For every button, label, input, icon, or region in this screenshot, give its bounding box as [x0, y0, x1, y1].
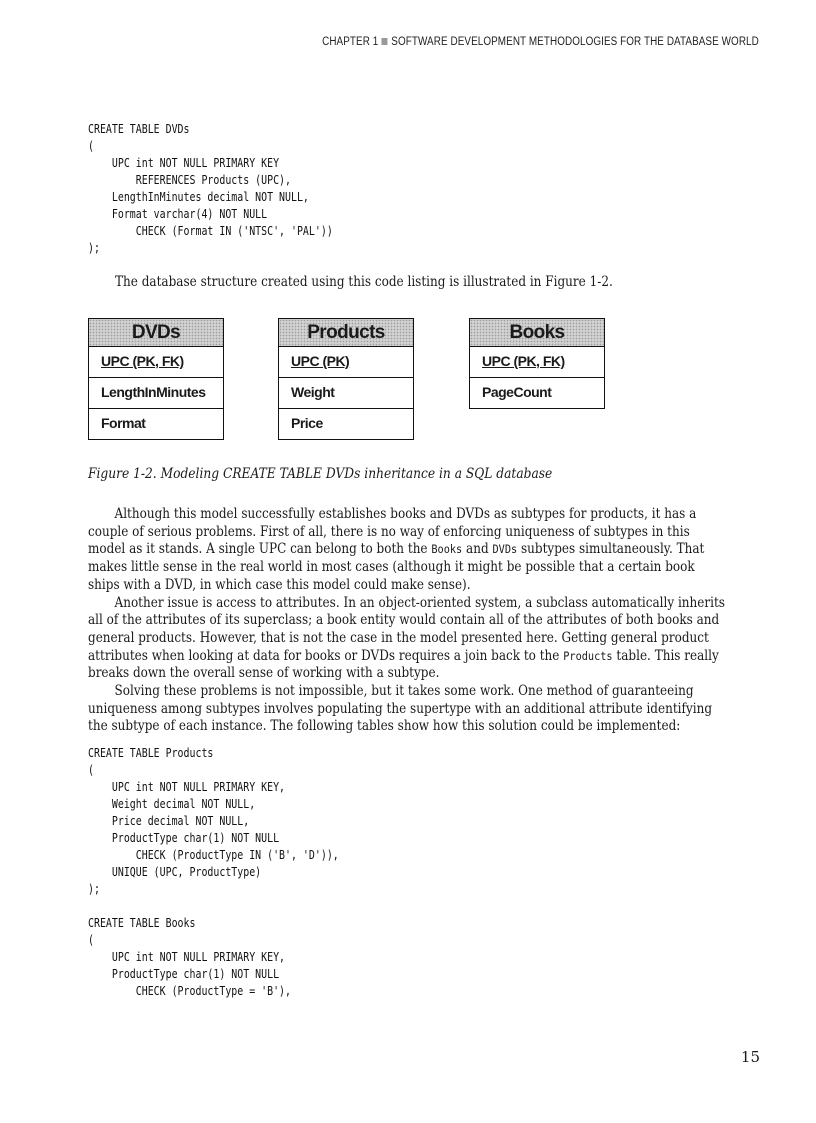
running-header: [322, 36, 759, 48]
paragraph-3: Solving these problems is not impossible, but it takes some work. One method of guaranteeing uniqueness among subtypes involves populating the supertype with an additional attribute identifying the subtype of each instance. The following tables show how this solution could be implemented:: [88, 683, 713, 735]
entity-books-attr-pagecount: PageCount: [469, 378, 605, 409]
entity-books: [469, 318, 605, 409]
code-listing-books: CREATE TABLE Books ( UPC int NOT NULL PRIMARY KEY, ProductType char(1) NOT NULL CHECK (ProductType = 'B'),: [88, 916, 292, 998]
page-number: 15: [740, 1048, 760, 1066]
entity-products-title: Products: [278, 318, 414, 347]
paragraph-2: Another issue is access to attributes. In an object-oriented system, a subclass automatically inherits all of the attributes of its superclass; a book entity would contain all of the attributes of both books and general products. However, that is not the case in the model presented here. Getting general product attributes when looking at data for books or DVDs requires a join back to the Products table. This really breaks down the overall sense of working with a subtype.: [88, 594, 725, 682]
entity-products-attr-weight: Weight: [278, 378, 414, 409]
entity-dvds-attr-length: LengthInMinutes: [88, 378, 224, 409]
chapter-label: CHAPTER 1: [322, 36, 379, 48]
figure-caption: Figure 1-2. Modeling CREATE TABLE DVDs inheritance in a SQL database: [88, 466, 553, 482]
entity-books-title: Books: [469, 318, 605, 347]
body-text: [88, 506, 728, 736]
square-bullet-icon: [382, 38, 388, 45]
entity-products: [278, 318, 414, 440]
inline-code-books: Books: [431, 542, 463, 557]
inline-code-products: Products: [563, 648, 613, 663]
code-listing-dvds: CREATE TABLE DVDs ( UPC int NOT NULL PRIMARY KEY REFERENCES Products (UPC), LengthInMinutes decimal NOT NULL, Format varchar(4) NOT NULL CHECK (Format IN ('NTSC', 'PAL')) );: [88, 122, 333, 255]
entity-dvds-title: DVDs: [88, 318, 224, 347]
entity-products-attr-price: Price: [278, 409, 414, 440]
intro-paragraph: The database structure created using this code listing is illustrated in Figure 1-2.: [115, 274, 613, 290]
paragraph-1: Although this model successfully establishes books and DVDs as subtypes for products, it has a couple of serious problems. First of all, there is no way of enforcing uniqueness of subtypes in this model as it stands. A single UPC can belong to both the Books and DVDs subtypes simultaneously. That makes little sense in the real world in most cases (although it might be possible that a certain book ships with a DVD, in which case this model could make sense).: [88, 506, 705, 593]
entity-dvds: [88, 318, 224, 440]
chapter-title: SOFTWARE DEVELOPMENT METHODOLOGIES FOR THE DATABASE WORLD: [391, 36, 759, 48]
code-listing-products: CREATE TABLE Products ( UPC int NOT NULL PRIMARY KEY, Weight decimal NOT NULL, Price decimal NOT NULL, ProductType char(1) NOT NULL CHECK (ProductType IN ('B', 'D')), UNIQUE (UPC, ProductType) );: [88, 746, 339, 896]
inline-code-dvds: DVDs: [492, 542, 518, 557]
entity-products-attr-upc: UPC (PK): [278, 347, 414, 378]
entity-books-attr-upc: UPC (PK, FK): [469, 347, 605, 378]
entity-dvds-attr-upc: UPC (PK, FK): [88, 347, 224, 378]
entity-dvds-attr-format: Format: [88, 409, 224, 440]
